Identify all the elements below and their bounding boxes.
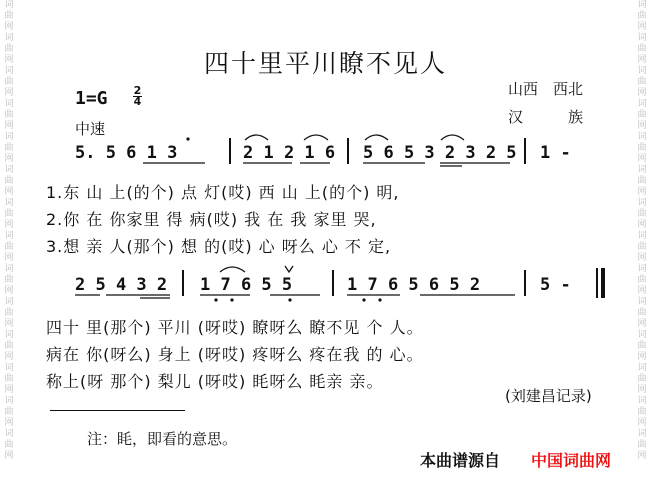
verse-1-line-1: 1.东 山 上(的个) 点 灯(哎) 西 山 上(的个) 明, [46, 183, 400, 202]
watermark-char: 曲 [4, 143, 14, 153]
watermark-char: 曲 [4, 44, 14, 54]
tempo-marking: 中速 [75, 120, 106, 138]
watermark-char: 网 [637, 88, 647, 98]
watermark-char: 网 [4, 319, 14, 329]
footnote: 注：眊，即看的意思。 [87, 430, 238, 448]
watermark-char: 网 [637, 418, 647, 428]
watermark-char: 网 [637, 352, 647, 362]
watermark-char: 曲 [4, 308, 14, 318]
watermark-char: 词 [4, 198, 14, 208]
watermark-char: 网 [4, 352, 14, 362]
watermark-char: 曲 [637, 374, 647, 384]
watermark-char: 曲 [637, 242, 647, 252]
watermark-char: 曲 [4, 374, 14, 384]
watermark-char: 曲 [4, 176, 14, 186]
watermark-char: 网 [4, 187, 14, 197]
watermark-char: 网 [4, 418, 14, 428]
watermark-char: 网 [4, 220, 14, 230]
key-signature: 1=G [75, 88, 108, 109]
watermark-char: 词 [637, 165, 647, 175]
watermark-char: 词 [4, 396, 14, 406]
watermark-char: 网 [637, 319, 647, 329]
watermark-char: 词 [637, 132, 647, 142]
verse-3-line-2: 称上(呀 那个) 梨儿 (呀哎) 眊呀么 眊亲 亲。 [46, 372, 384, 391]
watermark-char: 词 [637, 33, 647, 43]
watermark-char: 词 [4, 66, 14, 76]
watermark-char: 曲 [637, 341, 647, 351]
watermark-char: 网 [4, 385, 14, 395]
watermark-char: 词 [4, 297, 14, 307]
verse-2-line-2: 病在 你(呀么) 身上 (呀哎) 疼呀么 疼在我 的 心。 [46, 345, 424, 364]
watermark-char: 网 [4, 286, 14, 296]
watermark-char: 词 [637, 429, 647, 439]
watermark-char: 网 [637, 55, 647, 65]
watermark-char: 词 [637, 363, 647, 373]
watermark-char: 曲 [637, 77, 647, 87]
origin-place: 山西 西北 [508, 80, 584, 98]
source-site-link[interactable]: 中国词曲网 [531, 451, 612, 470]
measure-2-1: 2 5 4 3 2 [75, 275, 168, 295]
verse-1-line-2: 四十 里(那个) 平川 (呀哎) 瞭呀么 瞭不见 个 人。 [46, 318, 424, 337]
measure-1-3: 5 6 5 3 2 3 2 5 [363, 143, 517, 163]
watermark-char: 词 [637, 66, 647, 76]
watermark-char: 曲 [637, 143, 647, 153]
watermark-char: 词 [4, 132, 14, 142]
watermark-char: 曲 [637, 11, 647, 21]
watermark-char: 词 [637, 0, 647, 10]
song-title: 四十里平川瞭不见人 [203, 49, 447, 78]
watermark-char: 词 [637, 231, 647, 241]
watermark-char: 词 [4, 33, 14, 43]
verse-2-line-1: 2.你 在 你家里 得 病(哎) 我 在 我 家里 哭, [46, 210, 377, 229]
watermark-char: 曲 [4, 407, 14, 417]
watermark-char: 网 [637, 253, 647, 263]
watermark-char: 曲 [4, 11, 14, 21]
measure-1-1: 5. 5 6 1 3 [75, 143, 178, 163]
measure-1-2: 2 1 2 1 6 [243, 143, 336, 163]
watermark-char: 词 [4, 165, 14, 175]
watermark-char: 词 [637, 264, 647, 274]
watermark-char: 词 [637, 99, 647, 109]
watermark-char: 曲 [4, 341, 14, 351]
watermark-char: 词 [4, 0, 14, 10]
watermark-char: 词 [4, 429, 14, 439]
watermark-char: 曲 [4, 77, 14, 87]
time-signature: 2 4 [133, 84, 142, 108]
watermark-char: 词 [637, 198, 647, 208]
watermark-char: 曲 [4, 242, 14, 252]
measure-1-4: 1 - [540, 143, 571, 163]
watermark-char: 词 [4, 363, 14, 373]
watermark-char: 网 [4, 22, 14, 32]
watermark-char: 曲 [637, 209, 647, 219]
watermark-char: 网 [4, 154, 14, 164]
watermark-char: 网 [637, 154, 647, 164]
watermark-char: 曲 [637, 110, 647, 120]
watermark-char: 词 [4, 99, 14, 109]
watermark-char: 曲 [4, 440, 14, 450]
watermark-char: 曲 [637, 176, 647, 186]
watermark-char: 网 [637, 286, 647, 296]
recorder-credit: (刘建昌记录) [505, 387, 592, 405]
measure-2-3: 1 7 6 5 6 5 2 [347, 275, 481, 295]
watermark-char: 词 [4, 330, 14, 340]
watermark-char: 网 [637, 187, 647, 197]
watermark-char: 曲 [4, 209, 14, 219]
watermark-char: 网 [637, 121, 647, 131]
watermark-char: 网 [637, 22, 647, 32]
origin-people: 汉 族 [508, 108, 584, 126]
watermark-char: 曲 [637, 308, 647, 318]
watermark-char: 词 [637, 330, 647, 340]
watermark-char: 词 [637, 396, 647, 406]
watermark-char: 曲 [637, 407, 647, 417]
watermark-char: 网 [4, 55, 14, 65]
watermark-char: 曲 [637, 275, 647, 285]
watermark-char: 网 [4, 253, 14, 263]
watermark-char: 曲 [637, 44, 647, 54]
watermark-char: 网 [637, 385, 647, 395]
watermark-char: 曲 [4, 275, 14, 285]
watermark-char: 词 [4, 231, 14, 241]
watermark-char: 网 [637, 451, 647, 461]
watermark-char: 词 [637, 297, 647, 307]
watermark-char: 网 [4, 451, 14, 461]
watermark-char: 网 [4, 121, 14, 131]
verse-3-line-1: 3.想 亲 人(那个) 想 的(哎) 心 呀么 心 不 定, [46, 237, 392, 256]
watermark-char: 曲 [4, 110, 14, 120]
measure-2-4: 5 - [540, 275, 571, 295]
watermark-char: 网 [637, 220, 647, 230]
source-label: 本曲谱源自 [420, 451, 501, 470]
measure-2-2: 1 7 6 5 5 [200, 275, 293, 295]
watermark-char: 网 [4, 88, 14, 98]
watermark-char: 曲 [637, 440, 647, 450]
watermark-char: 词 [4, 264, 14, 274]
